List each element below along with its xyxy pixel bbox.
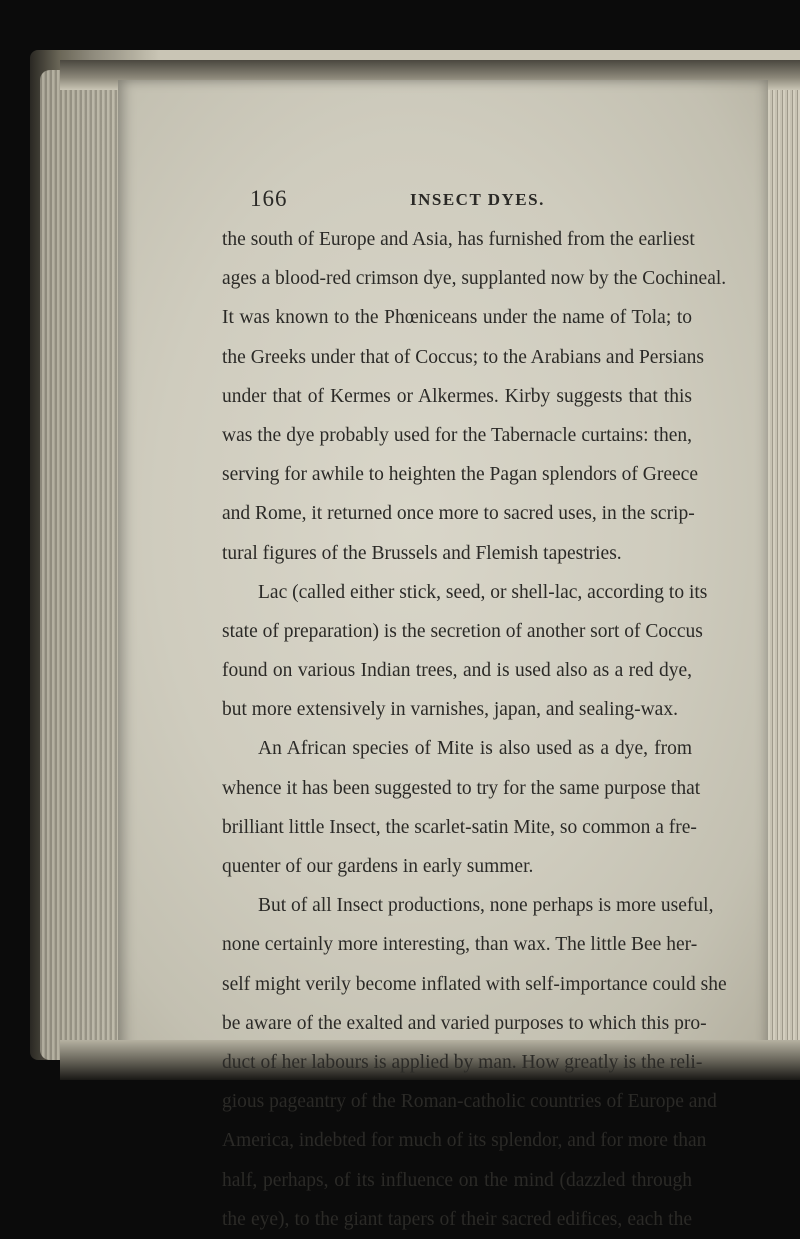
text-line: under that of Kermes or Alkermes. Kirby suggests that this xyxy=(222,385,692,407)
page-header xyxy=(250,186,730,222)
text-line: An African species of Mite is also used as a dye, from xyxy=(258,738,692,760)
text-line: the eye), to the giant tapers of their sacred edifices, each the xyxy=(222,1208,692,1230)
text-line: none certainly more interesting, than wax. The little Bee her- xyxy=(222,934,698,956)
text-line: brilliant little Insect, the scarlet-satin Mite, so common a fre- xyxy=(222,816,697,838)
text-line: America, indebted for much of its splendor, and for more than xyxy=(222,1130,707,1152)
text-line: self might verily become inflated with self-importance could she xyxy=(222,973,727,995)
text-line: tural figures of the Brussels and Flemish tapestries. xyxy=(222,542,622,564)
text-line: found on various Indian trees, and is used also as a red dye, xyxy=(222,660,692,682)
text-line: was the dye probably used for the Tabernacle curtains: then, xyxy=(222,424,692,446)
body-text xyxy=(222,220,727,1239)
text-line: serving for awhile to heighten the Pagan splendors of Greece xyxy=(222,464,698,486)
text-line: half, perhaps, of its influence on the mind (dazzled through xyxy=(222,1169,692,1191)
text-line: ages a blood-red crimson dye, supplanted now by the Cochineal. xyxy=(222,268,727,290)
page-number: 166 xyxy=(250,186,288,211)
text-line: duct of her labours is applied by man. How greatly is the reli- xyxy=(222,1051,703,1073)
text-line: But of all Insect productions, none perhaps is more useful, xyxy=(258,895,714,917)
text-line: and Rome, it returned once more to sacred uses, in the scrip- xyxy=(222,503,695,525)
text-line: quenter of our gardens in early summer. xyxy=(222,856,534,877)
text-line: the south of Europe and Asia, has furnished from the earliest xyxy=(222,229,695,250)
text-line: state of preparation) is the secretion of another sort of Coccus xyxy=(222,620,703,642)
running-head: INSECT DYES. xyxy=(410,190,545,209)
text-line: It was known to the Phœniceans under the name of Tola; to xyxy=(222,307,692,329)
text-line: whence it has been suggested to try for the same purpose that xyxy=(222,777,701,799)
text-line: the Greeks under that of Coccus; to the Arabians and Persians xyxy=(222,346,704,368)
text-line: be aware of the exalted and varied purposes to which this pro- xyxy=(222,1012,707,1034)
text-line: Lac (called either stick, seed, or shell-lac, according to its xyxy=(258,581,708,603)
text-line: gious pageantry of the Roman-catholic countries of Europe and xyxy=(222,1091,717,1113)
text-line: but more extensively in varnishes, japan, and sealing-wax. xyxy=(222,699,678,721)
